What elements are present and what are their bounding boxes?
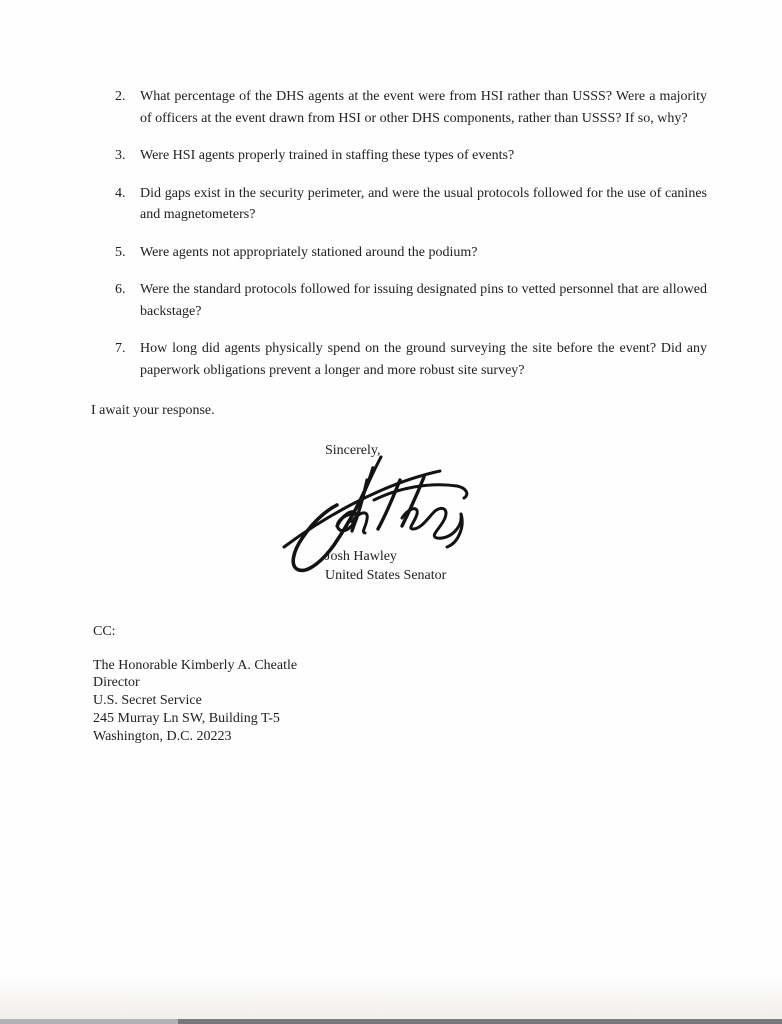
cc-line-agency: U.S. Secret Service (93, 693, 202, 709)
list-item (91, 242, 707, 264)
list-item-text: Did gaps exist in the security perimeter, and were the usual protocols followed for the use of canines and magnetometers? (140, 185, 707, 222)
list-item (91, 145, 707, 167)
list-item-number: 3. (115, 148, 126, 163)
list-item-text: What percentage of the DHS agents at the event were from HSI rather than USSS? Were a majority of officers at the event drawn from HSI or other DHS components, rather than USSS? If so, why? (140, 89, 707, 126)
list-item (91, 183, 707, 226)
cc-block (91, 621, 707, 745)
list-item (91, 86, 707, 129)
list-item-number: 7. (115, 341, 126, 356)
cc-line-title: Director (93, 675, 140, 691)
bottom-scrollbar-track[interactable] (0, 1019, 782, 1024)
cc-label: CC: (93, 624, 116, 639)
list-item (91, 279, 707, 322)
letter-body (91, 86, 707, 745)
list-item (91, 338, 707, 381)
page-bottom-shading (0, 977, 782, 1019)
salutation: Sincerely, (325, 442, 381, 458)
cc-address (93, 657, 707, 746)
signer-name: Josh Hawley (325, 549, 397, 564)
list-item-text: Were agents not appropriately stationed around the podium? (140, 244, 478, 260)
list-item-number: 5. (115, 244, 126, 260)
question-list (91, 86, 707, 381)
list-item-text: Were the standard protocols followed for issuing designated pins to vetted personnel that are allowed backstage? (140, 282, 707, 319)
cc-line-city: Washington, D.C. 20223 (93, 728, 232, 744)
list-item-text: How long did agents physically spend on the ground surveying the site before the event? Did any paperwork obligations prevent a longer and more robust site survey? (140, 341, 707, 378)
scrollbar-thumb[interactable] (178, 1019, 782, 1024)
scrollbar-track-segment[interactable] (0, 1019, 178, 1024)
cc-line-recipient: The Honorable Kimberly A. Cheatle (93, 657, 298, 673)
cc-line-street: 245 Murray Ln SW, Building T-5 (93, 710, 280, 726)
list-item-number: 2. (115, 89, 126, 104)
signature-block (325, 440, 707, 586)
list-item-number: 6. (115, 282, 126, 297)
signature-space (325, 461, 707, 547)
list-item-number: 4. (115, 185, 126, 201)
signer-title: United States Senator (325, 568, 447, 583)
await-response-line: I await your response. (91, 403, 215, 418)
list-item-text: Were HSI agents properly trained in staffing these types of events? (140, 148, 515, 163)
